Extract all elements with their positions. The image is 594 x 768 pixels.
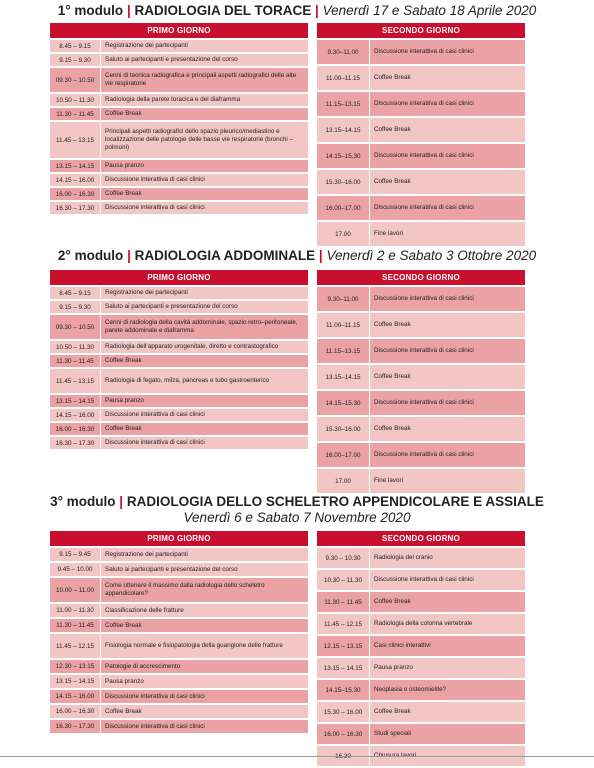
row-activity: Casi clinici interattivi	[369, 636, 525, 656]
row-activity: Come ottenere il massimo dalla radiologia dello scheletro appendicolare?	[100, 578, 308, 602]
module-number: 2° modulo	[57, 248, 124, 263]
row-activity: Coffee Break	[100, 355, 308, 367]
schedule-row	[50, 548, 308, 561]
row-time: 13.15 – 14.15	[55, 678, 95, 685]
row-time: 11.00–11.15	[325, 74, 361, 82]
row-activity: Discussione interattiva di casi clinici	[369, 391, 525, 415]
day-header: PRIMO GIORNO	[50, 270, 308, 285]
row-time: 16.30 – 17.30	[55, 204, 95, 212]
row-activity: Registrazione dei partecipanti	[100, 40, 308, 52]
row-time: 13.15–14.15	[325, 126, 361, 134]
schedule-row	[50, 160, 308, 172]
row-time: 8.45 – 9.15	[59, 289, 91, 297]
row-activity: Cenni di tecnica radiografica e principali aspetti radiografici delle alte vie respiratorie	[100, 68, 308, 92]
schedule-row	[50, 634, 308, 658]
schedule-row	[317, 658, 525, 678]
row-activity: Coffee Break	[369, 66, 525, 90]
row-activity: Coffee Break	[369, 417, 525, 441]
row-activity: Studi speciali	[369, 724, 525, 744]
row-time: 10.30 – 11.30	[323, 576, 363, 584]
row-activity: Radiologia della colonna vertebrale	[369, 614, 525, 634]
schedule-row	[50, 287, 308, 299]
row-activity: Classificazione delle fratture	[100, 604, 308, 617]
schedule-row	[50, 202, 308, 214]
schedule-row	[50, 122, 308, 158]
module-subject: RADIOLOGIA DELLO SCHELETRO APPENDICOLARE E ASSIALE	[126, 494, 544, 509]
schedule-row	[50, 423, 308, 435]
schedule-row	[317, 417, 525, 441]
row-activity: Discussione interattiva di casi clinici	[369, 443, 525, 467]
separator: |	[127, 248, 131, 263]
row-time: 9.15 – 9.45	[59, 551, 91, 558]
schedule-rows	[317, 38, 525, 248]
row-time: 16.00 – 16.30	[55, 425, 95, 433]
row-time: 12.30 – 13.15	[55, 663, 95, 670]
row-time: 14.15–15.30	[325, 152, 361, 160]
row-activity: Coffee Break	[369, 702, 525, 722]
row-time: 16.30 – 17.30	[55, 723, 95, 730]
row-activity: Discussione interattiva di casi clinici	[369, 92, 525, 116]
row-time: 13.15 – 14.15	[55, 397, 95, 405]
row-time: 09.30 – 10.50	[55, 76, 95, 84]
row-activity: Pausa pranzo	[100, 395, 308, 407]
row-activity: Coffee Break	[100, 423, 308, 435]
schedule-row	[317, 92, 525, 116]
row-time: 11.30 – 11.45	[56, 622, 94, 629]
schedule-row	[317, 548, 525, 568]
row-time: 14.15 – 16.00	[55, 411, 95, 419]
row-time: 16.00–17.00	[325, 451, 361, 459]
row-activity: Pausa pranzo	[100, 160, 308, 172]
row-time: 11.00 – 11.30	[56, 607, 94, 614]
module-dates: Venerdì 2 e Sabato 3 Ottobre 2020	[326, 248, 537, 263]
schedule-row	[317, 144, 525, 168]
row-activity: Radiologia della parete toracica e del diaframma	[100, 94, 308, 106]
row-time: 11.15–13.15	[325, 347, 361, 355]
row-time: 10.50 – 11.30	[55, 96, 95, 104]
schedule-row	[50, 315, 308, 339]
row-time: 14.15 – 16.00	[55, 693, 95, 700]
row-time: 10.00 – 11.00	[55, 586, 95, 594]
schedule-row	[317, 339, 525, 363]
row-activity: Coffee Break	[369, 365, 525, 389]
row-activity: Pausa pranzo	[100, 675, 308, 688]
row-time: 9.30 – 10.30	[325, 554, 361, 562]
schedule-row	[50, 660, 308, 673]
schedule-row	[50, 604, 308, 617]
schedule-row	[50, 705, 308, 718]
schedule-row	[50, 54, 308, 66]
row-activity: Neoplasia o osteomielite?	[369, 680, 525, 700]
module-3-title	[0, 494, 594, 526]
row-activity: Coffee Break	[100, 188, 308, 200]
separator: |	[315, 3, 319, 18]
schedule-row	[50, 188, 308, 200]
row-activity: Patologie di accrescimento	[100, 660, 308, 673]
row-activity: Discussione interattiva di casi clinici	[369, 287, 525, 311]
day-header: PRIMO GIORNO	[50, 23, 308, 38]
row-activity: Discussione interattiva di casi clinici	[100, 174, 308, 186]
row-time: 10.50 – 11.30	[55, 343, 95, 351]
row-time: 14.15 – 16.00	[55, 176, 95, 184]
row-time: 15.30–16.00	[325, 178, 361, 186]
schedule-row	[50, 174, 308, 186]
schedule-row	[317, 614, 525, 634]
separator: |	[318, 248, 323, 263]
schedule-row	[50, 355, 308, 367]
schedule-row	[50, 437, 308, 449]
row-time: 11.45 – 13.15	[55, 377, 95, 385]
row-activity: Coffee Break	[369, 592, 525, 612]
module-number: 3° modulo	[50, 494, 116, 509]
schedule-rows	[317, 546, 525, 768]
row-activity: Radiologia del cranio	[369, 548, 525, 568]
row-time: 9.15 – 9.30	[59, 56, 91, 64]
row-activity: Fine lavori	[369, 222, 525, 246]
schedule-row	[317, 680, 525, 700]
row-activity: Pausa pranzo	[369, 658, 525, 678]
row-activity: Coffee Break	[100, 705, 308, 718]
module-1-day-2	[317, 23, 525, 248]
module-dates: Venerdì 17 e Sabato 18 Aprile 2020	[322, 3, 537, 18]
row-activity: Registrazione dei partecipanti	[100, 548, 308, 561]
row-time: 9.45 – 10.00	[57, 566, 93, 573]
schedule-row	[317, 196, 525, 220]
module-dates: Venerdì 6 e Sabato 7 Novembre 2020	[183, 510, 411, 525]
module-1-day-1	[50, 23, 308, 216]
row-time: 12.15 – 13.15	[323, 642, 363, 650]
schedule-row	[50, 40, 308, 52]
row-activity: Discussione interattiva di casi clinici	[100, 720, 308, 733]
row-time: 11.45 – 13.15	[55, 136, 95, 144]
row-activity: Radiologia di fegato, milza, pancreas e tubo gastroenterico	[100, 369, 308, 393]
row-time: 9.30–11.00	[327, 48, 359, 56]
row-activity: Saluto ai partecipanti e presentazione del corso	[100, 563, 308, 576]
schedule-row	[317, 391, 525, 415]
module-2-title	[0, 248, 594, 264]
row-activity: Discussione interattiva di casi clinici	[100, 202, 308, 214]
module-2-day-1	[50, 270, 308, 451]
schedule-row	[50, 690, 308, 703]
schedule-row	[317, 118, 525, 142]
schedule-row	[317, 592, 525, 612]
row-activity: Saluto ai partecipanti e presentazione del corso	[100, 54, 308, 66]
row-time: 11.30 – 11.45	[56, 110, 94, 118]
row-activity: Discussione interattiva di casi clinici	[369, 339, 525, 363]
module-number: 1° modulo	[57, 3, 124, 18]
schedule-rows	[317, 285, 525, 495]
row-time: 11.15–13.15	[325, 100, 361, 108]
row-time: 14.15–15.30	[325, 399, 361, 407]
row-activity: Discussione interattiva di casi clinici	[100, 437, 308, 449]
row-activity: Discussione interattiva di casi clinici	[369, 570, 525, 590]
schedule-row	[50, 301, 308, 313]
row-activity: Saluto ai partecipanti e presentazione del corso	[100, 301, 308, 313]
schedule-rows	[50, 285, 308, 451]
row-time: 15.30–16.00	[325, 425, 361, 433]
schedule-rows	[50, 38, 308, 216]
schedule-row	[317, 313, 525, 337]
schedule-row	[50, 395, 308, 407]
module-2-day-2	[317, 270, 525, 495]
schedule-row	[317, 443, 525, 467]
row-time: 14.15–15.30	[325, 686, 361, 694]
module-subject: RADIOLOGIA ADDOMINALE	[134, 248, 316, 263]
schedule-row	[50, 720, 308, 733]
row-activity: Coffee Break	[100, 619, 308, 632]
schedule-row	[317, 636, 525, 656]
row-activity: Principali aspetti radiografici dello spazio pleurico/mediastino e localizzazione delle patologie delle basse vie respiratorie (bronchi – polmoni)	[100, 122, 308, 158]
schedule-row	[317, 40, 525, 64]
row-activity: Discussione interattiva di casi clinici	[369, 144, 525, 168]
schedule-row	[317, 702, 525, 722]
row-time: 11.30 – 11.45	[324, 598, 362, 606]
row-activity: Fine lavori	[369, 469, 525, 493]
row-activity: Discussione interattiva di casi clinici	[100, 409, 308, 421]
row-time: 09.30 – 10.50	[55, 323, 95, 331]
day-header: PRIMO GIORNO	[50, 531, 308, 546]
schedule-row	[317, 222, 525, 246]
schedule-row	[50, 94, 308, 106]
row-activity: Coffee Break	[100, 108, 308, 120]
module-3-day-2	[317, 531, 525, 768]
schedule-row	[50, 108, 308, 120]
schedule-row	[317, 469, 525, 493]
row-activity: Discussione interattiva di casi clinici	[100, 690, 308, 703]
footer-divider	[0, 756, 594, 757]
row-time: 8.45 – 9.15	[59, 42, 91, 50]
schedule-row	[50, 68, 308, 92]
schedule-row	[317, 724, 525, 744]
module-1-title	[0, 3, 594, 19]
schedule-row	[50, 409, 308, 421]
row-activity: Coffee Break	[369, 118, 525, 142]
schedule-row	[50, 341, 308, 353]
separator: |	[126, 3, 131, 18]
row-activity: Coffee Break	[369, 170, 525, 194]
row-activity: Cenni di radiologia della cavità addominale, spazio retro–peritoneale, parete addominale e diaframma	[100, 315, 308, 339]
schedule-row	[50, 619, 308, 632]
schedule-row	[50, 578, 308, 602]
schedule-row	[317, 170, 525, 194]
row-activity: Discussione interattiva di casi clinici	[369, 196, 525, 220]
row-activity: Discussione interattiva di casi clinici	[369, 40, 525, 64]
row-time: 17.00	[335, 477, 351, 485]
row-time: 15.30 – 16.00	[323, 708, 363, 716]
row-time: 9.30–11.00	[327, 295, 359, 303]
schedule-row	[317, 287, 525, 311]
row-time: 17.00	[335, 230, 351, 238]
row-time: 16.30 – 17.30	[55, 439, 95, 447]
row-time: 11.45 – 12.15	[55, 642, 95, 650]
row-time: 11.30 – 11.45	[56, 357, 94, 365]
row-activity: Radiologia dell’apparato urogenitale, diretto e contrastografico	[100, 341, 308, 353]
row-time: 13.15–14.15	[325, 373, 361, 381]
schedule-row	[317, 570, 525, 590]
row-activity: Registrazione dei partecipanti	[100, 287, 308, 299]
row-time: 16.00 – 16.30	[55, 190, 95, 198]
separator: |	[119, 494, 124, 509]
row-time: 11.45 – 12.15	[323, 620, 363, 628]
day-header: SECONDO GIORNO	[317, 23, 525, 38]
schedule-row	[50, 563, 308, 576]
schedule-row	[50, 675, 308, 688]
schedule-row	[50, 369, 308, 393]
module-subject: RADIOLOGIA DEL TORACE	[134, 3, 312, 18]
row-time: 13.15 – 14.15	[55, 162, 95, 170]
day-header: SECONDO GIORNO	[317, 270, 525, 285]
row-time: 9.15 – 9.30	[59, 303, 91, 311]
schedule-row	[317, 66, 525, 90]
day-header: SECONDO GIORNO	[317, 531, 525, 546]
row-activity: Fisiologia normale e fisiopatologia della guarigione delle fratture	[100, 634, 308, 658]
row-activity: Coffee Break	[369, 313, 525, 337]
row-time: 16.00–17.00	[325, 204, 361, 212]
row-time: 16.00 – 16.30	[55, 708, 95, 715]
row-time: 11.00–11.15	[325, 321, 361, 329]
row-time: 16.00 – 16.30	[323, 730, 363, 738]
schedule-rows	[50, 546, 308, 735]
module-3-day-1	[50, 531, 308, 735]
row-time: 13.15 – 14.15	[323, 664, 363, 672]
schedule-row	[317, 365, 525, 389]
